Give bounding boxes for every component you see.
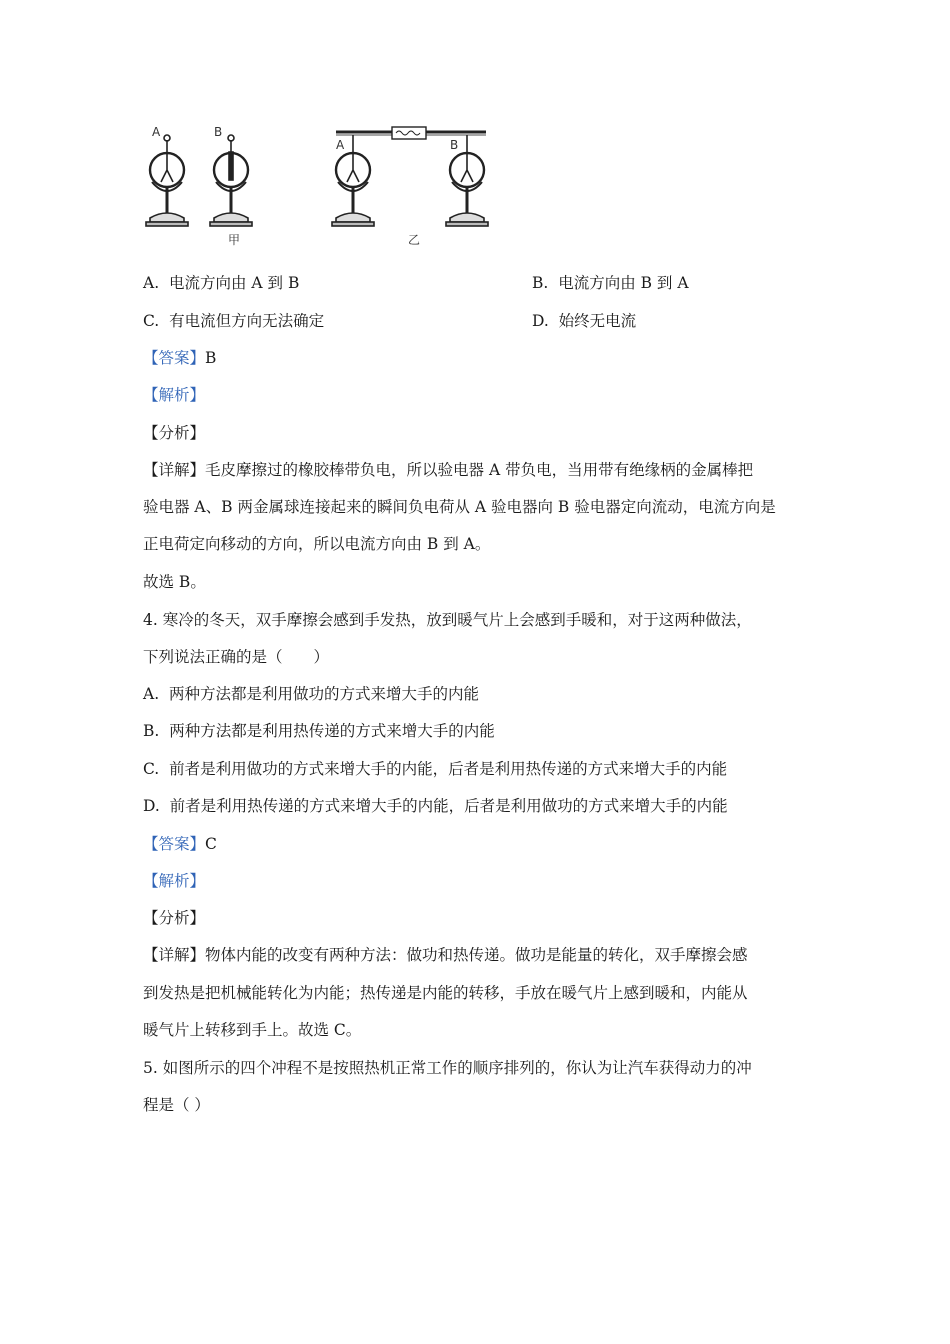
q3-detail-line-2: 验电器 A、B 两金属球连接起来的瞬间负电荷从 A 验电器向 B 验电器定向流动，电流方向是 [143, 498, 776, 516]
label-a-jia: A [152, 125, 161, 139]
q4-option-c: C. 前者是利用做功的方式来增大手的内能，后者是利用热传递的方式来增大手的内能 [143, 760, 728, 778]
q3-option-b: B. 电流方向由 B 到 A [532, 274, 689, 292]
q3-detail-line-3: 正电荷定向移动的方向，所以电流方向由 B 到 A。 [143, 535, 491, 553]
q3-option-d: D. 始终无电流 [532, 312, 637, 330]
label-yi: 乙 [408, 233, 421, 247]
q3-fenxi-tag: 【分析】 [143, 424, 206, 442]
q4-detail-line-1: 【详解】物体内能的改变有两种方法：做功和热传递。做功是能量的转化，双手摩擦会感 [143, 946, 748, 964]
q4-analysis-tag: 【解析】 [143, 872, 206, 890]
q3-answer: 【答案】B [143, 349, 217, 367]
q4-option-a: A. 两种方法都是利用做功的方式来增大手的内能 [143, 685, 479, 703]
electroscope-jia-a [146, 135, 188, 226]
q5-stem-line-2: 程是（ ） [143, 1096, 210, 1114]
q4-option-d: D. 前者是利用热传递的方式来增大手的内能，后者是利用做功的方式来增大手的内能 [143, 797, 728, 815]
q4-stem-line-1: 4. 寒冷的冬天，双手摩擦会感到手发热，放到暖气片上会感到手暖和，对于这两种做法， [143, 611, 752, 629]
label-b-jia: B [214, 125, 223, 139]
q3-option-c: C. 有电流但方向无法确定 [143, 312, 325, 330]
q4-fenxi-tag: 【分析】 [143, 909, 206, 927]
q5-stem-line-1: 5. 如图所示的四个冲程不是按照热机正常工作的顺序排列的，你认为让汽车获得动力的冲 [143, 1059, 752, 1077]
electroscope-jia-b [210, 135, 252, 226]
q4-detail-line-2: 到发热是把机械能转化为内能；热传递是内能的转移，手放在暖气片上感到暖和，内能从 [143, 984, 748, 1002]
label-jia: 甲 [228, 233, 241, 247]
q4-answer: 【答案】C [143, 835, 217, 853]
q4-option-b: B. 两种方法都是利用热传递的方式来增大手的内能 [143, 722, 495, 740]
connecting-rod [336, 127, 486, 139]
label-b-yi: B [450, 138, 459, 152]
electroscope-figure [140, 122, 490, 252]
q3-analysis-tag: 【解析】 [143, 386, 206, 404]
q4-detail-line-3: 暖气片上转移到手上。故选 C。 [143, 1021, 362, 1039]
q4-stem-line-2: 下列说法正确的是（ ） [143, 648, 330, 666]
label-a-yi: A [336, 138, 345, 152]
q3-option-a: A. 电流方向由 A 到 B [143, 274, 300, 292]
q3-conclusion: 故选 B。 [143, 573, 206, 591]
q3-detail-line-1: 【详解】毛皮摩擦过的橡胶棒带负电，所以验电器 A 带负电，当用带有绝缘柄的金属棒把 [143, 461, 754, 479]
